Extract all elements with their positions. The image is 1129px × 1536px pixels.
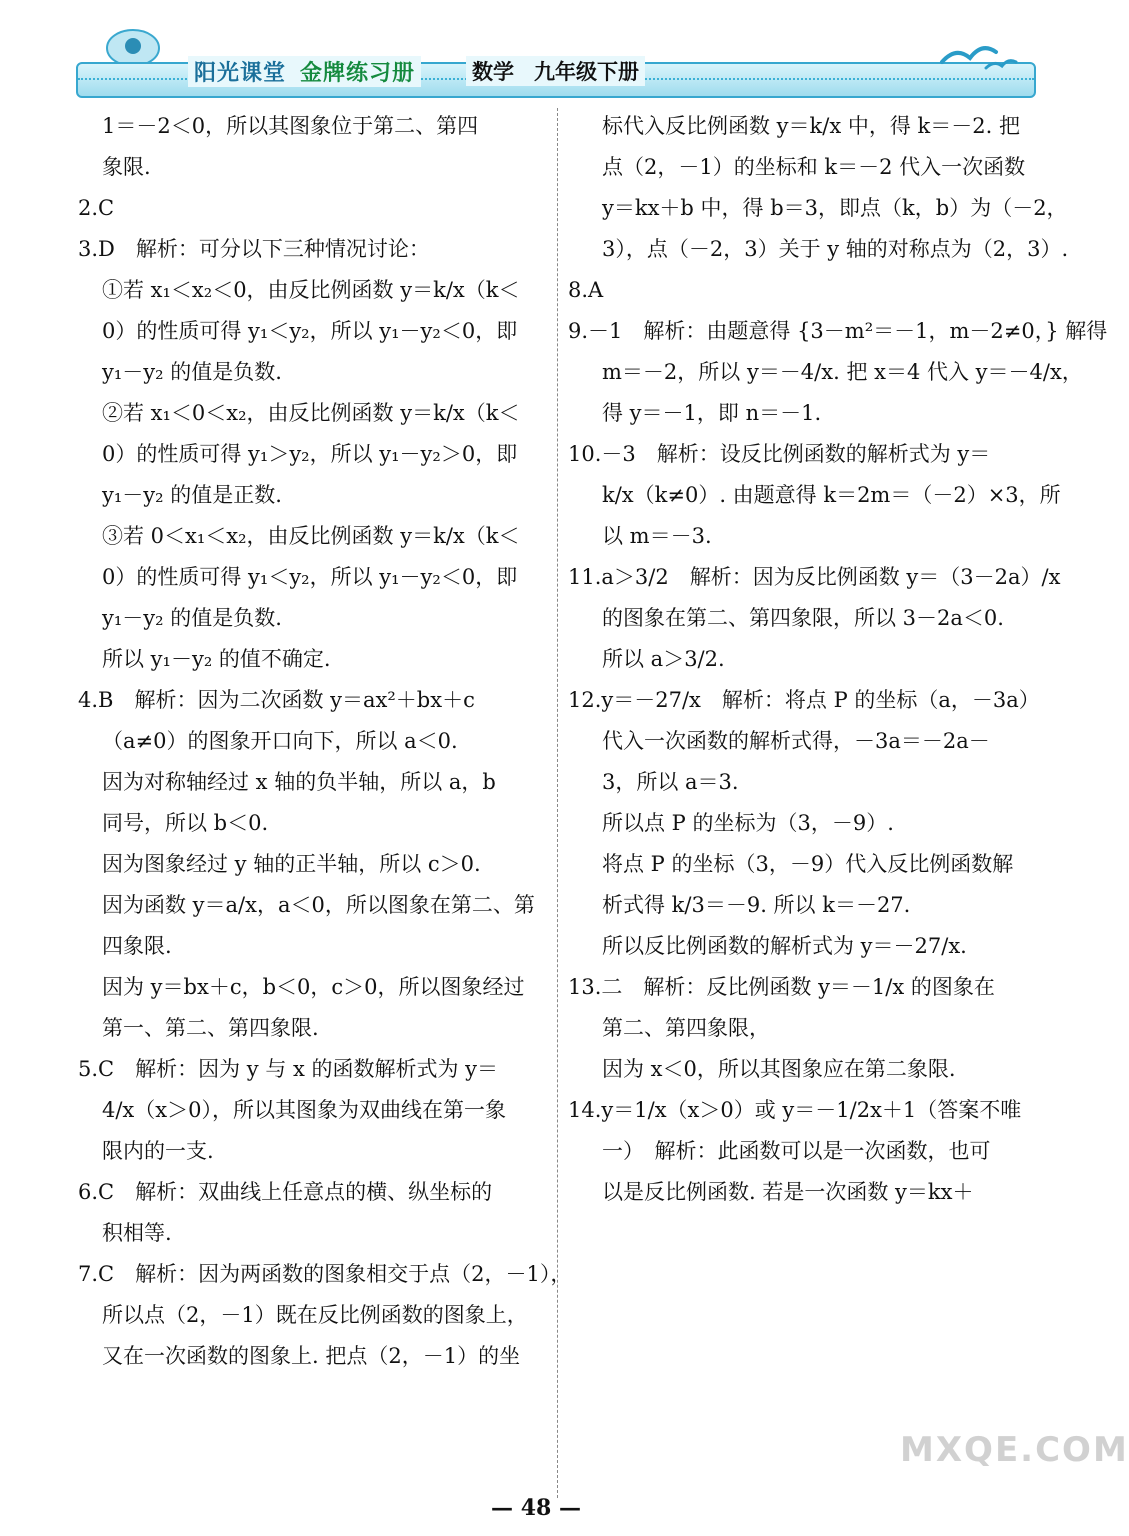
grade-name: 九年级下册 xyxy=(534,60,639,84)
text-line: 因为 y＝bx＋c，b＜0，c＞0，所以图象经过 xyxy=(102,975,525,999)
text-line: 得 y＝－1，即 n＝－1. xyxy=(602,401,822,425)
answer-line: 6.C 解析：双曲线上任意点的横、纵坐标的 xyxy=(78,1180,493,1204)
text-line: 析式得 k/3＝－9. 所以 k＝－27. xyxy=(602,893,911,917)
text-line: 第二、第四象限， xyxy=(602,1016,770,1040)
text-line: 限内的一支. xyxy=(102,1139,214,1163)
text-line: 又在一次函数的图象上. 把点（2，－1）的坐 xyxy=(102,1344,521,1368)
answer-line: 9.－1 解析：由题意得 {3－m²＝－1，m－2≠0，} 解得 xyxy=(568,319,1108,343)
series-name: 阳光课堂 xyxy=(194,61,287,86)
text-line: 所以点（2，－1）既在反比例函数的图象上， xyxy=(102,1303,528,1327)
watermark: MXQE.COM xyxy=(900,1430,1129,1470)
text-line: 所以 a＞3/2. xyxy=(602,647,725,671)
text-line: 3），点（－2，3）关于 y 轴的对称点为（2，3）. xyxy=(602,237,1069,261)
text-line: 1＝－2＜0，所以其图象位于第二、第四 xyxy=(102,114,479,138)
text-line: 一） 解析：此函数可以是一次函数，也可 xyxy=(602,1139,991,1163)
text-line: 以 m＝－3. xyxy=(602,524,712,548)
answer-line: 7.C 解析：因为两函数的图象相交于点（2，－1）， xyxy=(78,1262,572,1286)
text-line: ②若 x₁＜0＜x₂，由反比例函数 y＝k/x（k＜ xyxy=(102,401,520,425)
text-line: （a≠0）的图象开口向下，所以 a＜0. xyxy=(102,729,458,753)
text-line: y₁－y₂ 的值是负数. xyxy=(102,606,282,630)
answer-line: 11.a＞3/2 解析：因为反比例函数 y＝（3－2a）/x xyxy=(568,565,1061,589)
answer-line: 14.y＝1/x（x＞0）或 y＝－1/2x＋1（答案不唯 xyxy=(568,1098,1022,1122)
answer-line: 4.B 解析：因为二次函数 y＝ax²＋bx＋c xyxy=(78,688,475,712)
text-line: 以是反比例函数. 若是一次函数 y＝kx＋ xyxy=(602,1180,974,1204)
text-line: 因为对称轴经过 x 轴的负半轴，所以 a，b xyxy=(102,770,496,794)
right-column xyxy=(568,106,1108,1213)
answer-line: 12.y＝－27/x 解析：将点 P 的坐标（a，－3a） xyxy=(568,688,1040,712)
birds-icon xyxy=(934,32,1024,76)
text-line: 所以点 P 的坐标为（3，－9）. xyxy=(602,811,894,835)
answer-line: 3.D 解析：可分以下三种情况讨论： xyxy=(78,237,430,261)
text-line: 所以反比例函数的解析式为 y＝－27/x. xyxy=(602,934,967,958)
text-line: 0）的性质可得 y₁＞y₂，所以 y₁－y₂＞0，即 xyxy=(102,442,518,466)
text-line: y＝kx＋b 中，得 b＝3，即点（k，b）为（－2， xyxy=(602,196,1068,220)
subject-title xyxy=(466,56,645,86)
text-line: 四象限. xyxy=(102,934,172,958)
text-line: 标代入反比例函数 y＝k/x 中，得 k＝－2. 把 xyxy=(602,114,1020,138)
text-line: 因为函数 y＝a/x，a＜0，所以图象在第二、第 xyxy=(102,893,535,917)
subject-name: 数学 xyxy=(472,60,514,84)
text-line: 积相等. xyxy=(102,1221,172,1245)
answer-line: 8.A xyxy=(568,278,604,302)
text-line: 0）的性质可得 y₁＜y₂，所以 y₁－y₂＜0，即 xyxy=(102,319,518,343)
text-line: 因为 x＜0，所以其图象应在第二象限. xyxy=(602,1057,956,1081)
answer-line: 10.－3 解析：设反比例函数的解析式为 y＝ xyxy=(568,442,991,466)
text-line: y₁－y₂ 的值是正数. xyxy=(102,483,282,507)
series-subname: 金牌练习册 xyxy=(300,61,416,86)
text-line: 代入一次函数的解析式得，－3a＝－2a－ xyxy=(602,729,990,753)
text-line: k/x（k≠0）. 由题意得 k＝2m＝（－2）×3，所 xyxy=(602,483,1061,507)
text-line: 将点 P 的坐标（3，－9）代入反比例函数解 xyxy=(602,852,1014,876)
text-line: ①若 x₁＜x₂＜0，由反比例函数 y＝k/x（k＜ xyxy=(102,278,520,302)
text-line: 同号，所以 b＜0. xyxy=(102,811,269,835)
page-number: — 48 — xyxy=(491,1495,581,1521)
text-line: 点（2，－1）的坐标和 k＝－2 代入一次函数 xyxy=(602,155,1026,179)
text-line: 的图象在第二、第四象限，所以 3－2a＜0. xyxy=(602,606,1004,630)
series-title xyxy=(188,56,421,87)
text-line: 所以 y₁－y₂ 的值不确定. xyxy=(102,647,331,671)
text-line: m＝－2，所以 y＝－4/x. 把 x＝4 代入 y＝－4/x， xyxy=(602,360,1083,384)
left-column xyxy=(78,106,572,1377)
page-header xyxy=(68,26,1034,102)
text-line: 象限. xyxy=(102,155,151,179)
answer-line: 5.C 解析：因为 y 与 x 的函数解析式为 y＝ xyxy=(78,1057,499,1081)
text-line: 4/x（x＞0），所以其图象为双曲线在第一象 xyxy=(102,1098,506,1122)
text-line: 第一、第二、第四象限. xyxy=(102,1016,319,1040)
text-line: 3，所以 a＝3. xyxy=(602,770,739,794)
text-line: 因为图象经过 y 轴的正半轴，所以 c＞0. xyxy=(102,852,481,876)
answer-line: 2.C xyxy=(78,196,115,220)
text-line: ③若 0＜x₁＜x₂，由反比例函数 y＝k/x（k＜ xyxy=(102,524,520,548)
answer-line: 13.二 解析：反比例函数 y＝－1/x 的图象在 xyxy=(568,975,995,999)
text-line: 0）的性质可得 y₁＜y₂，所以 y₁－y₂＜0，即 xyxy=(102,565,518,589)
column-divider xyxy=(557,108,558,1498)
text-line: y₁－y₂ 的值是负数. xyxy=(102,360,282,384)
